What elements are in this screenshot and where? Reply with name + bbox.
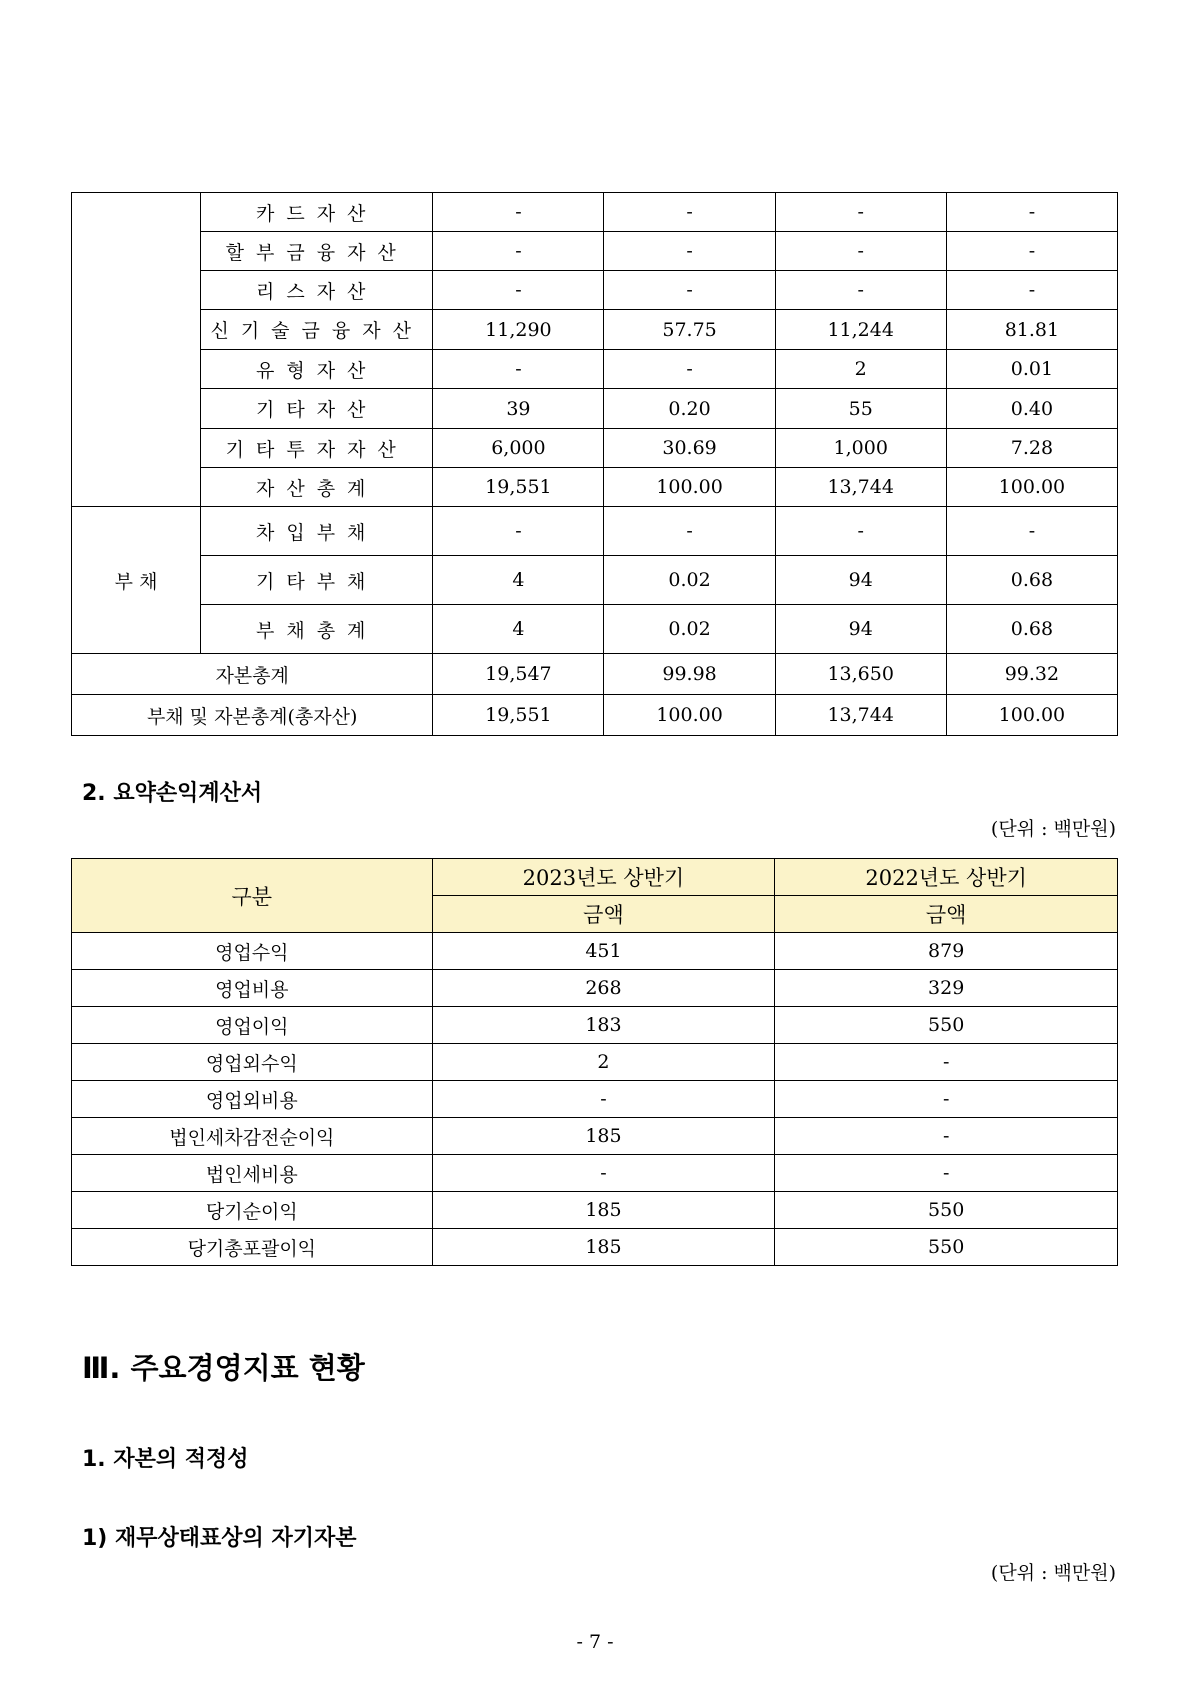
table-row: [72, 1044, 1118, 1081]
table-cell: 0.01: [946, 350, 1117, 389]
table-cell: 550: [775, 1229, 1118, 1266]
table-cell: 19,551: [433, 468, 604, 507]
table-cell: 0.02: [604, 605, 775, 654]
row-label: 자본총계: [72, 654, 433, 695]
table-cell: 550: [775, 1192, 1118, 1229]
table-cell: -: [775, 507, 946, 556]
row-label: 리스자산: [201, 271, 433, 310]
balance-sheet-table: [71, 192, 1118, 736]
table-cell: 11,290: [433, 310, 604, 350]
column-subheader: 금액: [775, 896, 1118, 933]
table-row: [72, 310, 1118, 350]
table-cell: -: [946, 507, 1117, 556]
row-label: 영업외수익: [72, 1044, 433, 1081]
table-cell: 100.00: [946, 468, 1117, 507]
table-cell: -: [433, 507, 604, 556]
table-cell: -: [433, 350, 604, 389]
table-cell: 0.20: [604, 389, 775, 429]
table-cell: 1,000: [775, 429, 946, 468]
table-cell: -: [432, 1081, 775, 1118]
row-label: 카드자산: [201, 193, 433, 232]
table-cell: 4: [433, 556, 604, 605]
table-cell: 13,744: [775, 695, 946, 736]
table-cell: -: [433, 271, 604, 310]
table-row: [72, 605, 1118, 654]
chapter-heading: Ⅲ. 주요경영지표 현황: [82, 1351, 365, 1385]
table-cell: 185: [432, 1118, 775, 1155]
table-row: [72, 933, 1118, 970]
table-cell: 329: [775, 970, 1118, 1007]
table-cell: -: [433, 232, 604, 271]
section-heading: 2. 요약손익계산서: [82, 781, 263, 806]
table-row: [72, 468, 1118, 507]
row-label: 영업외비용: [72, 1081, 433, 1118]
table-row: [72, 389, 1118, 429]
row-label: 신기술금융자산: [201, 310, 433, 350]
row-label: 법인세차감전순이익: [72, 1118, 433, 1155]
row-label: 자산총계: [201, 468, 433, 507]
table-row: [72, 556, 1118, 605]
income-statement-table: [71, 858, 1118, 1266]
table-row: [72, 1192, 1118, 1229]
table-row: [72, 1118, 1118, 1155]
table-row: [72, 695, 1118, 736]
table-cell: 4: [433, 605, 604, 654]
table-cell: 185: [432, 1192, 775, 1229]
table-cell: 0.02: [604, 556, 775, 605]
table-cell: -: [604, 232, 775, 271]
table-cell: 183: [432, 1007, 775, 1044]
row-label: 영업이익: [72, 1007, 433, 1044]
table-cell: -: [946, 232, 1117, 271]
table-row: [72, 271, 1118, 310]
table-cell: 11,244: [775, 310, 946, 350]
table-cell: -: [775, 232, 946, 271]
table-cell: -: [604, 507, 775, 556]
table-row: [72, 507, 1118, 556]
table-row: [72, 1007, 1118, 1044]
row-label: 부채 및 자본총계(총자산): [72, 695, 433, 736]
table-cell: -: [946, 193, 1117, 232]
table-cell: 13,650: [775, 654, 946, 695]
table-cell: 0.68: [946, 605, 1117, 654]
table-row: [72, 1081, 1118, 1118]
table-cell: 0.68: [946, 556, 1117, 605]
table-row: [72, 232, 1118, 271]
row-label: 당기총포괄이익: [72, 1229, 433, 1266]
column-header: 구분: [72, 859, 433, 933]
table-header-row: [72, 859, 1118, 896]
table-cell: 2: [775, 350, 946, 389]
table-cell: -: [775, 1081, 1118, 1118]
section-heading: 1. 자본의 적정성: [82, 1447, 249, 1472]
table-cell: 81.81: [946, 310, 1117, 350]
column-subheader: 금액: [432, 896, 775, 933]
table-cell: 55: [775, 389, 946, 429]
table-cell: 19,551: [433, 695, 604, 736]
row-label: 기타부채: [201, 556, 433, 605]
page-number: - 7 -: [576, 1631, 614, 1653]
table-cell: 100.00: [604, 695, 775, 736]
column-header: 2022년도 상반기: [775, 859, 1118, 896]
table-cell: 30.69: [604, 429, 775, 468]
table-cell: 19,547: [433, 654, 604, 695]
table-cell: 268: [432, 970, 775, 1007]
subsection-heading: 1) 재무상태표상의 자기자본: [82, 1526, 357, 1551]
row-label: 법인세비용: [72, 1155, 433, 1192]
table-row: [72, 970, 1118, 1007]
row-label: 영업비용: [72, 970, 433, 1007]
row-label: 차입부채: [201, 507, 433, 556]
row-label: 부채총계: [201, 605, 433, 654]
table-cell: -: [775, 1044, 1118, 1081]
table-cell: -: [604, 350, 775, 389]
table-cell: -: [946, 271, 1117, 310]
table-cell: -: [433, 193, 604, 232]
table-cell: 94: [775, 605, 946, 654]
row-label: 기타투자자산: [201, 429, 433, 468]
table-cell: 57.75: [604, 310, 775, 350]
row-label: 할부금융자산: [201, 232, 433, 271]
unit-label: (단위 : 백만원): [990, 1562, 1116, 1584]
table-cell: 0.40: [946, 389, 1117, 429]
table-cell: 7.28: [946, 429, 1117, 468]
row-label: 영업수익: [72, 933, 433, 970]
row-label: 당기순이익: [72, 1192, 433, 1229]
table-cell: -: [775, 1155, 1118, 1192]
column-header: 2023년도 상반기: [432, 859, 775, 896]
table-cell: 13,744: [775, 468, 946, 507]
table-cell: -: [604, 193, 775, 232]
table-cell: 94: [775, 556, 946, 605]
row-label: 기타자산: [201, 389, 433, 429]
table-cell: 6,000: [433, 429, 604, 468]
table-cell: 451: [432, 933, 775, 970]
table-cell: 99.32: [946, 654, 1117, 695]
table-cell: 100.00: [946, 695, 1117, 736]
table-row: [72, 654, 1118, 695]
table-cell: 39: [433, 389, 604, 429]
unit-label: (단위 : 백만원): [990, 818, 1116, 840]
table-cell: 2: [432, 1044, 775, 1081]
table-cell: 100.00: [604, 468, 775, 507]
table-cell: -: [775, 193, 946, 232]
table-row: [72, 1229, 1118, 1266]
table-cell: -: [604, 271, 775, 310]
table-row: [72, 429, 1118, 468]
table-cell: 185: [432, 1229, 775, 1266]
table-cell: -: [432, 1155, 775, 1192]
table-cell: 550: [775, 1007, 1118, 1044]
table-row: [72, 193, 1118, 232]
table-cell: 879: [775, 933, 1118, 970]
table-cell: 99.98: [604, 654, 775, 695]
liability-group-label: 부 채: [72, 507, 201, 654]
asset-group-cell: [72, 193, 201, 507]
row-label: 유형자산: [201, 350, 433, 389]
table-row: [72, 1155, 1118, 1192]
table-row: [72, 350, 1118, 389]
table-cell: -: [775, 271, 946, 310]
table-cell: -: [775, 1118, 1118, 1155]
